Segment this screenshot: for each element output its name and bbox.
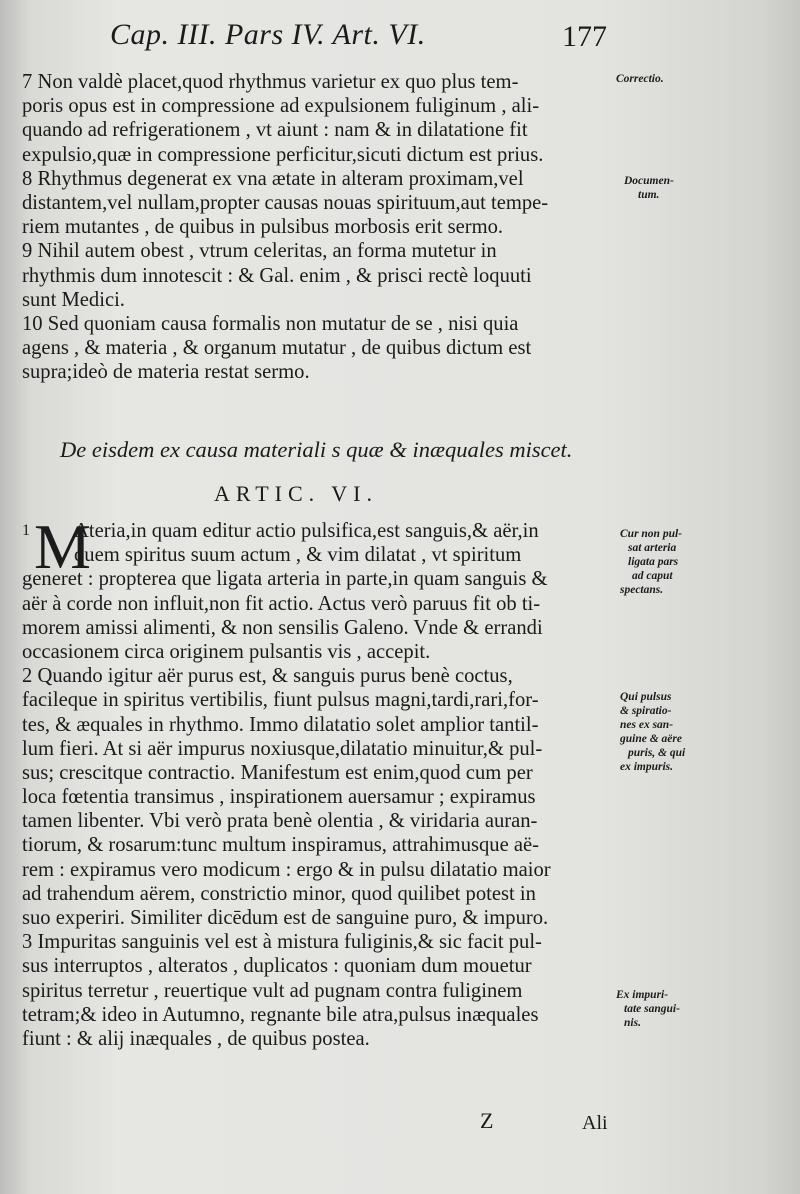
text-line: supra;ideò de materia restat sermo. xyxy=(22,361,310,384)
margin-note-correctio: Correctio. xyxy=(616,73,664,85)
text-line: quem spiritus suum actum , & vim dilatat , vt spiritum xyxy=(74,544,522,567)
signature-mark: Z xyxy=(480,1108,494,1133)
text-line: generet : propterea que ligata arteria in parte,in quam sanguis & xyxy=(22,568,548,591)
text-line: occasionem circa originem pulsantis vis , accepit. xyxy=(22,640,431,663)
text-line: tiorum, & rosarum:tunc multum inspiramus, attrahimusque aë- xyxy=(22,834,540,857)
text-line: sus; crescitque contractio. Manifestum est enim,quod cum per xyxy=(22,761,533,784)
text-line: tes, & æquales in rhythmo. Immo dilatatio solet amplior tantil- xyxy=(22,713,539,736)
margin-note-cur-non-pulsat: Cur non pul- sat arteria ligata pars ad caput spectans. xyxy=(620,528,683,596)
text-line: 7 Non valdè placet,quod rhythmus varietur ex quo plus tem- xyxy=(22,71,519,93)
text-line: lum fieri. At si aër impurus noxiusque,dilatatio minuitur,& pul- xyxy=(22,737,543,760)
text-line: rem : expiramus vero modicum : ergo & in pulsu dilatatio maior xyxy=(22,858,551,881)
text-line: morem amissi alimenti, & non sensilis Galeno. Vnde & errandi xyxy=(22,616,543,639)
text-line: poris opus est in compressione ad expulsionem fuliginum , ali- xyxy=(22,95,540,118)
section-1-text xyxy=(22,70,612,384)
text-line: suo experiri. Similiter dicēdum est de sanguine puro, & impuro. xyxy=(22,907,549,929)
text-line: quando ad refrigerationem , vt aiunt : nam & in dilatatione fit xyxy=(22,119,528,142)
text-line: riem mutantes , de quibus in pulsibus morbosis erit sermo. xyxy=(22,216,504,239)
margin-note-qui-pulsus: Qui pulsus & spiratio- nes ex san- guine & aëre puris, & qui ex impuris. xyxy=(620,691,686,773)
section-2-text xyxy=(22,519,612,1051)
margin-note-ex-impuritate: Ex impuri- tate sangui- nis. xyxy=(616,989,680,1029)
text-line: 9 Nihil autem obest , vtrum celeritas, an forma mutetur in xyxy=(22,240,497,263)
text-line: loca fœtentia transimus , inspirationem auersamur ; expiramus xyxy=(22,786,536,809)
text-line: 10 Sed quoniam causa formalis non mutatur de se , nisi quia xyxy=(22,312,519,335)
text-line: aër à corde non influit,non fit actio. Actus verò paruus fit ob ti- xyxy=(22,592,541,615)
text-line: ad trahendum aërem, constrictio minor, quod quilibet potest in xyxy=(22,882,536,905)
text-line: distantem,vel nullam,propter causas nouas spirituum,aut tempe- xyxy=(22,191,549,214)
text-line: 3 Impuritas sanguinis vel est à mistura fuliginis,& sic facit pul- xyxy=(22,931,542,954)
text-line: tetram;& ideo in Autumno, regnante bile atra,pulsus inæquales xyxy=(22,1003,539,1026)
text-line: fiunt : & alij inæquales , de quibus postea. xyxy=(22,1027,370,1050)
text-line: agens , & materia , & organum mutatur , de quibus dictum est xyxy=(22,337,532,360)
text-line: tamen libenter. Vbi verò prata benè olentia , & viridaria auran- xyxy=(22,810,538,833)
drop-cap: M xyxy=(34,511,91,582)
text-line: rhythmis dum innotescit : & Gal. enim , & prisci rectè loquuti xyxy=(22,264,532,287)
text-line: sus interruptos , alteratos , duplicatos : quoniam dum mouetur xyxy=(22,955,532,978)
running-head: Cap. III. Pars IV. Art. VI. xyxy=(110,18,426,51)
catchword: Ali xyxy=(582,1112,608,1134)
section-subtitle: De eisdem ex causa materiali s quæ & inæquales miscet. xyxy=(60,437,573,462)
article-number: 1 xyxy=(22,522,30,539)
margin-note-documentum: Documen- tum. xyxy=(624,175,674,201)
article-heading: ARTIC. VI. xyxy=(214,481,378,506)
text-line: Ateria,in quam editur actio pulsifica,est sanguis,& aër,in xyxy=(74,520,539,542)
text-line: spiritus terretur , reuertique vult ad pugnam contra fuliginem xyxy=(22,979,523,1002)
text-line: sunt Medici. xyxy=(22,288,125,311)
text-line: facileque in spiritus vertibilis, fiunt pulsus magni,tardi,rari,for- xyxy=(22,689,539,712)
text-line: 2 Quando igitur aër purus est, & sanguis purus benè coctus, xyxy=(22,665,513,688)
text-line: 8 Rhythmus degenerat ex vna ætate in alteram proximam,vel xyxy=(22,167,524,190)
page-number: 177 xyxy=(562,20,607,53)
text-line: expulsio,quæ in compressione perficitur,sicuti dictum est prius. xyxy=(22,143,544,166)
